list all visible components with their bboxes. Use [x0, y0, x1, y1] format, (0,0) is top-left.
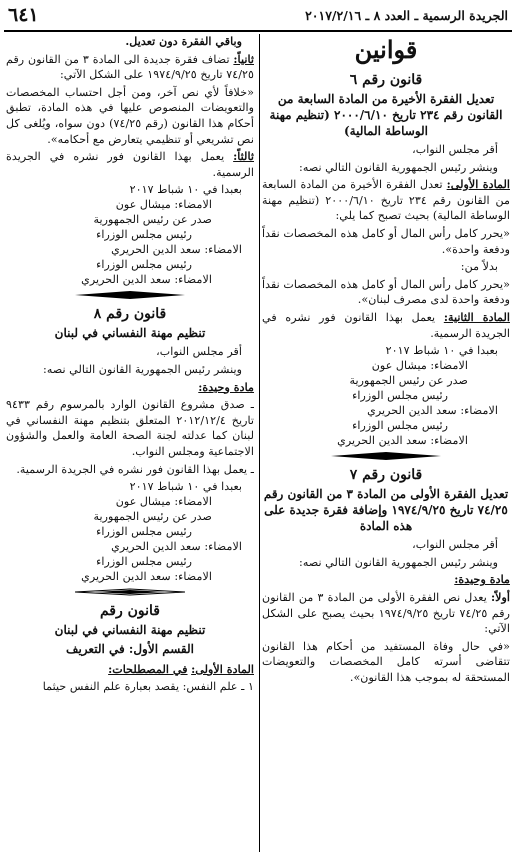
law-7-single-article: مادة وحيدة:	[454, 572, 510, 587]
law-6-title: قانون رقم ٦	[349, 72, 423, 88]
law-7-title: قانون رقم ٧	[349, 467, 423, 484]
law-8-pm-title: رئيس مجلس الوزراء	[96, 525, 192, 539]
law-unnumbered-subtitle: تنظيم مهنة النفساني في لبنان	[54, 623, 206, 638]
divider-ornament-icon	[331, 451, 441, 461]
law-7-pm-title-2: رئيس مجلس الوزراء	[96, 258, 192, 272]
section-1-title: القسم الأول: في التعريف	[66, 642, 194, 657]
left-column	[6, 34, 254, 856]
law-8-title: قانون رقم ٨	[93, 306, 167, 323]
law-6-quote-new: «يحرر كامل رأس المال أو كامل هذه المخصصات نقداً ودفعة واحدة».	[262, 226, 510, 256]
law-7-second-quote: «خلافاً لأي نص آخر، ومن أجل احتساب المخصصات والتعويضات المنصوص عليها في هذه المادة، تطبق أحكام هذا القانون (رقم ٧٤/٢٥) دون سواه، ويُلغى كل نص تشريعي أو تنظيمي يتعارض مع أحكامه».	[6, 85, 254, 146]
law-6-president-signature: الامضاء: ميشال عون	[371, 359, 468, 373]
law-7-second-text: تضاف فقرة جديدة الى المادة ٣ من القانون رقم ٧٤/٢٥ تاريخ ١٩٧٤/٩/٢٥ على الشكل الآتي:	[6, 52, 254, 82]
law-7-president-signature: الامضاء: ميشال عون	[115, 198, 212, 212]
law-6-article-1-label: المادة الأولى:	[446, 177, 510, 192]
law-8-single-article: مادة وحيدة:	[198, 379, 254, 394]
page-number: ٦٤١	[8, 4, 39, 26]
divider-ornament-icon	[75, 290, 185, 300]
law-6-pm-signature-2: الامضاء: سعد الدين الحريري	[337, 434, 468, 448]
law-8-president-signature: الامضاء: ميشال عون	[115, 495, 212, 509]
section-divider	[6, 587, 254, 597]
law-7-promulgation: وينشر رئيس الجمهورية القانون التالي نصه:	[299, 555, 498, 569]
law-6-article-2	[262, 310, 510, 341]
law-7-first-label: أولاً:	[490, 589, 510, 604]
law-7-first-text: يعدل نص الفقرة الأولى من المادة ٣ من القانون رقم ٧٤/٢٥ تاريخ ١٩٧٤/٩/٢٥ بحيث يصبح على الشكل الآتي:	[262, 590, 510, 636]
law-8-date: بعبدا في ١٠ شباط ٢٠١٧	[129, 480, 242, 494]
law-7-quote: «في حال وفاة المستفيد من أحكام هذا القانون تتقاضى أسرته كامل المخصصات والتعويضات المستحقة له بموجب هذا القانون».	[262, 639, 510, 684]
law-7-second	[6, 52, 254, 83]
law-7-first	[262, 590, 510, 637]
law-8-item-2: ـ يعمل بهذا القانون فور نشره في الجريدة الرسمية.	[16, 462, 254, 476]
law-7-third	[6, 149, 254, 180]
law-6-parliament-approval: أقر مجلس النواب،	[412, 143, 498, 156]
right-column	[262, 34, 510, 856]
law-8-promulgation: وينشر رئيس الجمهورية القانون التالي نصه:	[43, 362, 242, 376]
law-unnumbered-article-1-text: في المصطلحات:	[108, 661, 188, 676]
law-6-article-1-text: تعدل الفقرة الأخيرة من المادة السابعة من القانون رقم ٢٣٤ تاريخ ٢٠٠٠/٦/١٠ (تنظيم مهنة الوساطة المالية) بحيث تصبح كما يلي:	[262, 178, 510, 223]
law-7-pm-signature: الامضاء: سعد الدين الحريري	[111, 243, 242, 257]
law-6-article-2-text: يعمل بهذا القانون فور نشره في الجريدة الرسمية.	[262, 310, 510, 340]
law-unnumbered-article-1-label: المادة الأولى:	[191, 661, 254, 676]
rest-of-paragraph: وباقي الفقرة دون تعديل.	[125, 34, 242, 48]
law-7-issued-by: صدر عن رئيس الجمهورية	[93, 213, 212, 227]
law-6-pm-title: رئيس مجلس الوزراء	[352, 389, 448, 403]
law-8-pm-signature-2: الامضاء: سعد الدين الحريري	[81, 570, 212, 584]
law-unnumbered-article-1	[6, 662, 254, 678]
law-6-pm-signature: الامضاء: سعد الدين الحريري	[367, 404, 498, 418]
law-8-issued-by: صدر عن رئيس الجمهورية	[93, 510, 212, 524]
law-7-second-label: ثانياً:	[233, 51, 254, 66]
law-7-pm-signature-2: الامضاء: سعد الدين الحريري	[81, 273, 212, 287]
definition-1: ١ ـ علم النفس: يقصد بعبارة علم النفس حيثما	[42, 680, 254, 694]
column-divider-line	[259, 34, 260, 852]
page-header	[4, 4, 512, 32]
law-7-date: بعبدا في ١٠ شباط ٢٠١٧	[129, 183, 242, 197]
law-6-issued-by: صدر عن رئيس الجمهورية	[349, 374, 468, 388]
law-unnumbered-title: قانون رقم	[99, 603, 160, 620]
law-6-subtitle: تعديل الفقرة الأخيرة من المادة السابعة من القانون رقم ٢٣٤ تاريخ ٢٠٠٠/٦/١٠ (تنظيم مهنة الوساطة المالية)	[269, 92, 503, 138]
law-6-quote-old: «يحرر كامل رأس المال أو كامل هذه المخصصات نقداً ودفعة واحدة لدى مصرف لبنان».	[262, 277, 510, 307]
divider-ornament-icon	[75, 587, 185, 597]
law-6-article-1	[262, 177, 510, 224]
law-7-third-text: يعمل بهذا القانون فور نشره في الجريدة الرسمية.	[6, 150, 254, 179]
law-6-pm-title-2: رئيس مجلس الوزراء	[352, 419, 448, 433]
law-6-instead-of: بدلاً من:	[460, 260, 498, 274]
section-divider	[6, 290, 254, 300]
law-7-third-label: ثالثاً:	[233, 149, 254, 164]
law-8-subtitle: تنظيم مهنة النفساني في لبنان	[54, 326, 206, 341]
law-8-item-1: ـ صدق مشروع القانون الوارد بالمرسوم رقم ٩٤٣٣ تاريخ ٢٠١٢/١٢/٤ المتعلق بتنظيم مهنة النفساني في لبنان كما عدلته لجنة الصحة العامة والعمل والشؤون الاجتماعية ومجلس النواب.	[6, 398, 254, 458]
journal-title: الجريدة الرسمية ـ العدد ٨ ـ ٢٠١٧/٢/١٦	[305, 8, 508, 23]
law-8-pm-title-2: رئيس مجلس الوزراء	[96, 555, 192, 569]
law-6-article-2-label: المادة الثانية:	[443, 309, 510, 324]
law-8-parliament-approval: أقر مجلس النواب،	[156, 345, 242, 359]
law-6-promulgation: وينشر رئيس الجمهورية القانون التالي نصه:	[299, 160, 498, 174]
law-7-pm-title: رئيس مجلس الوزراء	[96, 228, 192, 242]
section-divider	[262, 451, 510, 461]
law-6-date: بعبدا في ١٠ شباط ٢٠١٧	[385, 344, 498, 358]
law-7-parliament-approval: أقر مجلس النواب،	[412, 538, 498, 552]
law-8-pm-signature: الامضاء: سعد الدين الحريري	[111, 540, 242, 554]
laws-section-title: قوانين	[354, 35, 418, 64]
law-7-subtitle: تعديل الفقرة الأولى من المادة ٣ من القانون رقم ٧٤/٢٥ تاريخ ١٩٧٤/٩/٢٥ وإضافة فقرة جديدة على هذه المادة	[263, 487, 509, 534]
